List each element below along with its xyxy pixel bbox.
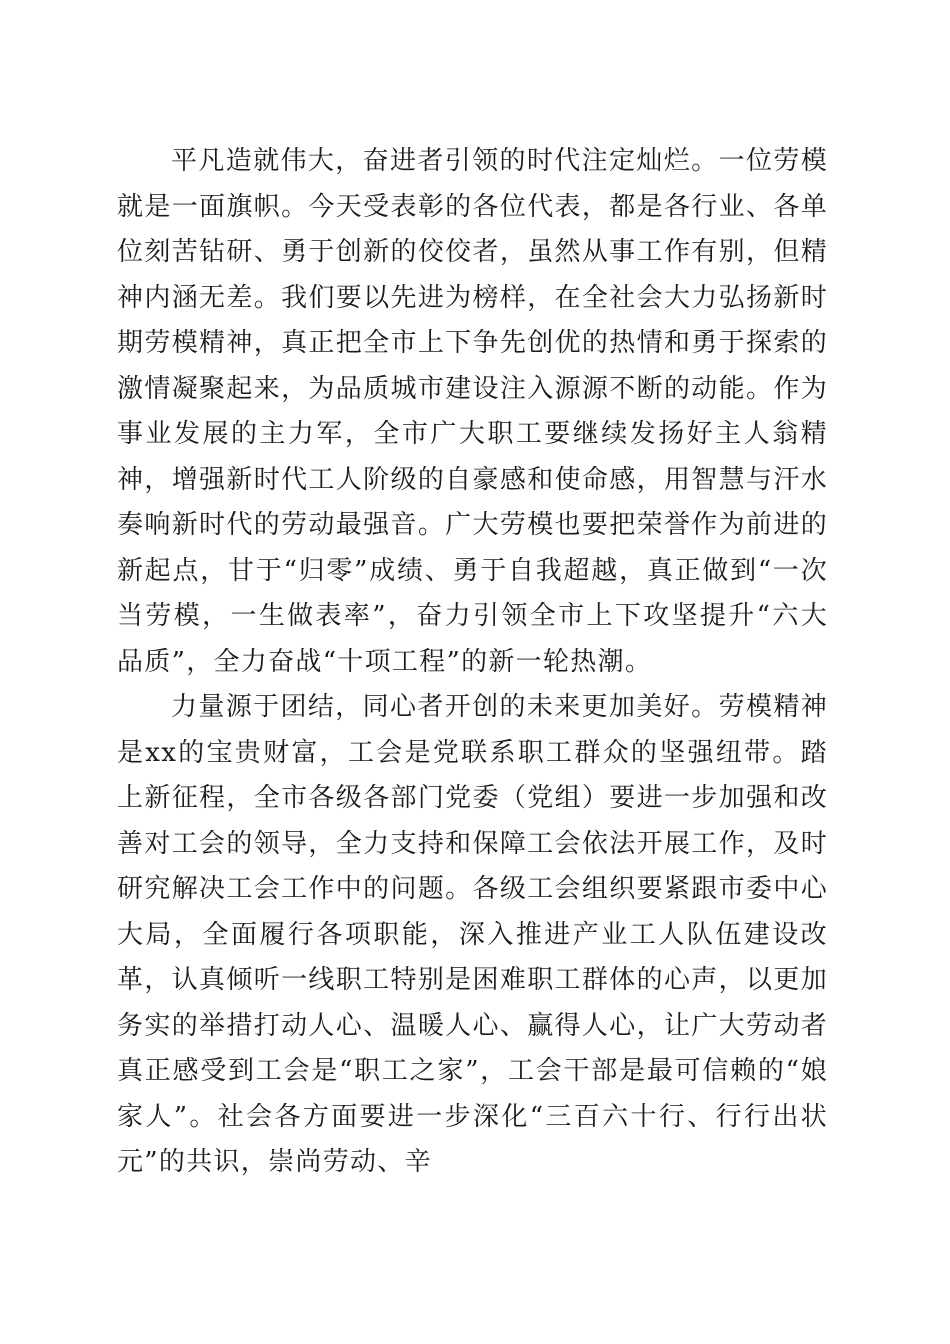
document-body xyxy=(117,139,828,1186)
paragraph-1: 平凡造就伟大，奋进者引领的时代注定灿烂。一位劳模就是一面旗帜。今天受表彰的各位代表，都是各行业、各单位刻苦钻研、勇于创新的佼佼者，虽然从事工作有别，但精神内涵无差。我们要以先进为榜样，在全社会大力弘扬新时期劳模精神，真正把全市上下争先创优的热情和勇于探索的激情凝聚起来，为品质城市建设注入源源不断的动能。作为事业发展的主力军，全市广大职工要继续发扬好主人翁精神，增强新时代工人阶级的自豪感和使命感，用智慧与汗水奏响新时代的劳动最强音。广大劳模也要把荣誉作为前进的新起点，甘于“归零”成绩、勇于自我超越，真正做到“一次当劳模，一生做表率”，奋力引领全市上下攻坚提升“六大品质”，全力奋战“十项工程”的新一轮热潮。 xyxy=(117,146,828,677)
paragraph-2: 力量源于团结，同心者开创的未来更加美好。劳模精神是xx的宝贵财富，工会是党联系职工群众的坚强纽带。踏上新征程，全市各级各部门党委（党组）要进一步加强和改善对工会的领导，全力支持和保障工会依法开展工作，及时研究解决工会工作中的问题。各级工会组织要紧跟市委中心大局，全面履行各项职能，深入推进产业工人队伍建设改革，认真倾听一线职工特别是困难职工群体的心声，以更加务实的举措打动人心、温暖人心、赢得人心，让广大劳动者真正感受到工会是“职工之家”，工会干部是最可信赖的“娘家人”。社会各方面要进一步深化“三百六十行、行行出状元”的共识，崇尚劳动、辛 xyxy=(117,692,828,1177)
